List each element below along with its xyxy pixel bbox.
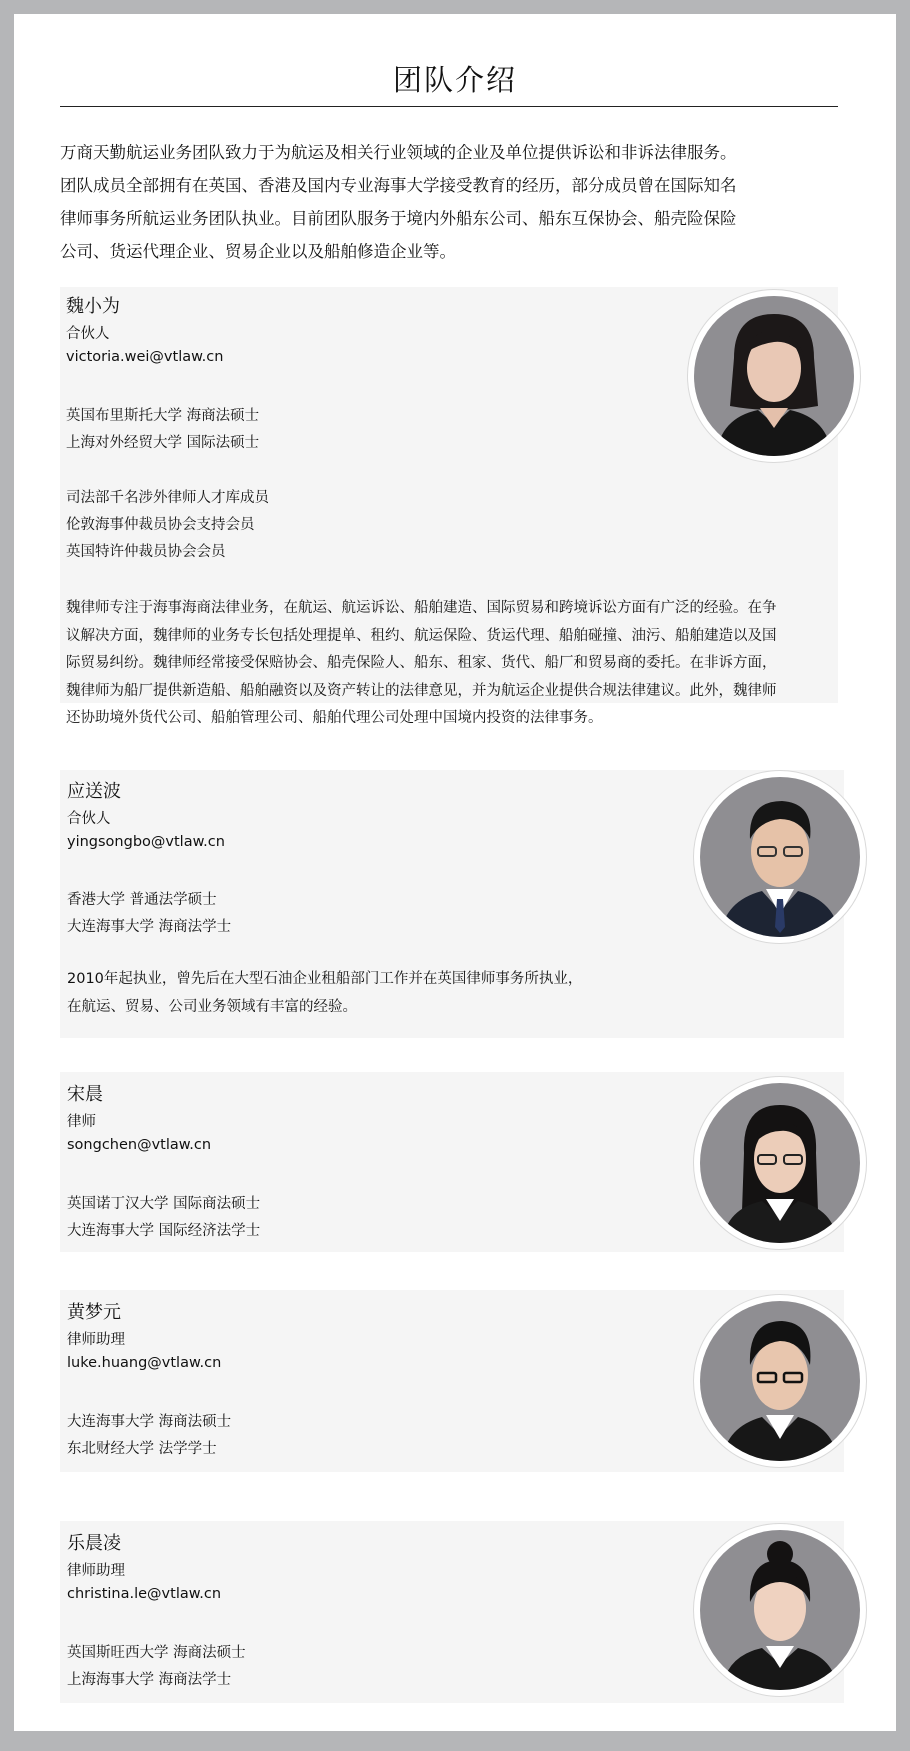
- education-item: 香港大学 普通法学硕士: [67, 892, 217, 908]
- education-item: 英国诺丁汉大学 国际商法硕士: [67, 1196, 261, 1212]
- member-role: 律师助理: [67, 1332, 125, 1348]
- intro-line: 万商天勤航运业务团队致力于为航运及相关行业领域的企业及单位提供诉讼和非诉法律服务。: [60, 143, 737, 162]
- page-title: 团队介绍: [392, 63, 517, 97]
- intro-line: 律师事务所航运业务团队执业。目前团队服务于境内外船东公司、船东互保协会、船壳险保险: [60, 209, 737, 228]
- bio-line: 还协助境外货代公司、船舶管理公司、船舶代理公司处理中国境内投资的法律事务。: [66, 710, 603, 726]
- member-name: 乐晨凌: [67, 1533, 121, 1554]
- portrait-photo-icon: [700, 777, 860, 937]
- bio-line: 魏律师专注于海事海商法律业务，在航运、航运诉讼、船舶建造、国际贸易和跨境诉讼方面有广泛的经验。在争: [66, 600, 777, 616]
- portrait-photo-icon: [700, 1530, 860, 1690]
- education-item: 英国布里斯托大学 海商法硕士: [66, 408, 260, 424]
- member-bio: [67, 966, 787, 1021]
- education-item: 东北财经大学 法学学士: [67, 1441, 217, 1457]
- member-name: 宋晨: [67, 1084, 103, 1105]
- avatar-ying: [693, 770, 867, 944]
- membership-item: 伦敦海事仲裁员协会支持会员: [66, 517, 255, 533]
- member-email[interactable]: songchen@vtlaw.cn: [67, 1137, 212, 1153]
- intro-line: 团队成员全部拥有在英国、香港及国内专业海事大学接受教育的经历，部分成员曾在国际知名: [60, 176, 737, 195]
- member-email[interactable]: luke.huang@vtlaw.cn: [67, 1355, 222, 1371]
- membership-item: 司法部千名涉外律师人才库成员: [66, 490, 269, 506]
- education-item: 上海对外经贸大学 国际法硕士: [66, 435, 260, 451]
- member-name: 应送波: [67, 781, 121, 802]
- avatar-wei: [687, 289, 861, 463]
- bio-line: 际贸易纠纷。魏律师经常接受保赔协会、船壳保险人、船东、租家、货代、船厂和贸易商的委托。在非诉方面，: [66, 655, 777, 671]
- member-email[interactable]: victoria.wei@vtlaw.cn: [66, 349, 224, 365]
- education-item: 大连海事大学 海商法学士: [67, 919, 232, 935]
- avatar-huang: [693, 1294, 867, 1468]
- member-name: 魏小为: [66, 296, 120, 317]
- team-page: [14, 14, 896, 1731]
- intro-paragraph: [60, 136, 850, 268]
- title-divider: [60, 106, 838, 107]
- portrait-photo-icon: [700, 1083, 860, 1243]
- bio-line: 2010年起执业，曾先后在大型石油企业租船部门工作并在英国律师事务所执业，: [67, 971, 583, 987]
- bio-line: 魏律师为船厂提供新造船、船舶融资以及资产转让的法律意见，并为航运企业提供合规法律建议。此外，魏律师: [66, 682, 777, 699]
- portrait-photo-icon: [700, 1301, 860, 1461]
- member-role: 律师: [67, 1114, 96, 1130]
- member-name: 黄梦元: [67, 1302, 121, 1323]
- member-bio: [66, 595, 836, 733]
- education-item: 上海海事大学 海商法学士: [67, 1672, 232, 1688]
- member-role: 合伙人: [66, 326, 110, 342]
- education-item: 英国斯旺西大学 海商法硕士: [67, 1645, 246, 1661]
- member-email[interactable]: yingsongbo@vtlaw.cn: [67, 834, 225, 850]
- member-role: 合伙人: [67, 811, 111, 827]
- education-item: 大连海事大学 国际经济法学士: [67, 1223, 261, 1239]
- portrait-photo-icon: [694, 296, 854, 456]
- avatar-song: [693, 1076, 867, 1250]
- member-email[interactable]: christina.le@vtlaw.cn: [67, 1586, 222, 1602]
- intro-line: 公司、货运代理企业、贸易企业以及船舶修造企业等。: [60, 242, 456, 261]
- bio-line: 议解决方面，魏律师的业务专长包括处理提单、租约、航运保险、货运代理、船舶碰撞、油污、船舶建造以及国: [66, 627, 777, 644]
- education-item: 大连海事大学 海商法硕士: [67, 1414, 232, 1430]
- member-role: 律师助理: [67, 1563, 125, 1579]
- avatar-le: [693, 1523, 867, 1697]
- bio-line: 在航运、贸易、公司业务领域有丰富的经验。: [67, 998, 357, 1015]
- membership-item: 英国特许仲裁员协会会员: [66, 544, 226, 560]
